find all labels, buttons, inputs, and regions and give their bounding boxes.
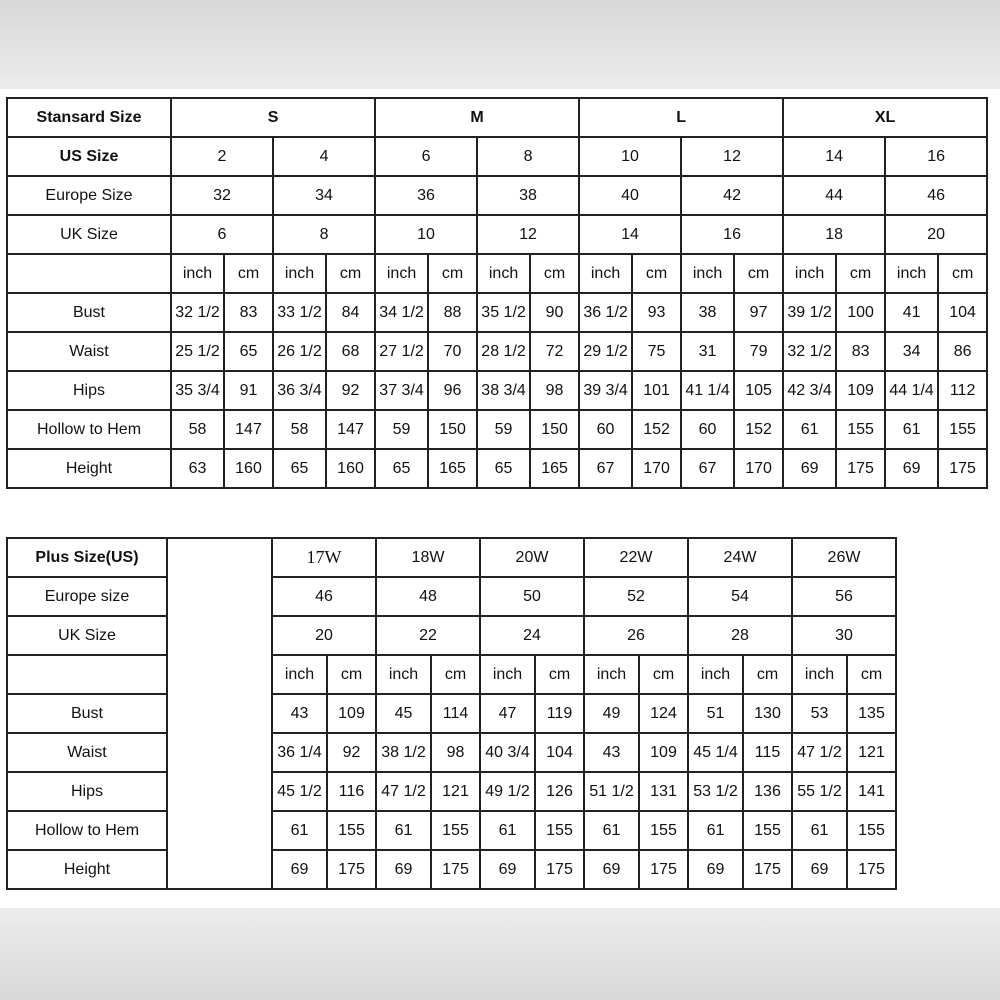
measurement-value: 69 — [783, 449, 836, 488]
measurement-value: 97 — [734, 293, 783, 332]
plus-measurement-value: 38 1/2 — [376, 733, 431, 772]
measurement-value: 175 — [938, 449, 987, 488]
plus-measurement-value: 119 — [535, 694, 584, 733]
measurement-value: 147 — [326, 410, 375, 449]
plus-measurement-value: 109 — [327, 694, 376, 733]
unit-inch-label: inch — [783, 254, 836, 293]
plus-measurement-value: 175 — [431, 850, 480, 889]
measurement-value: 70 — [428, 332, 477, 371]
plus-measurement-value: 136 — [743, 772, 792, 811]
standard-size-table — [6, 97, 988, 489]
uk-size-cell: 6 — [171, 215, 273, 254]
plus-measurement-value: 49 — [584, 694, 639, 733]
measurement-value: 91 — [224, 371, 273, 410]
uk-size-cell: 10 — [375, 215, 477, 254]
measurement-value: 58 — [171, 410, 224, 449]
measurement-value: 175 — [836, 449, 885, 488]
plus-corner-label: Plus Size(US) — [7, 538, 167, 577]
us-size-cell: 2 — [171, 137, 273, 176]
unit-cm-label: cm — [428, 254, 477, 293]
plus-unit-inch-label: inch — [376, 655, 431, 694]
uk-size-cell: 18 — [783, 215, 885, 254]
size-group-m: M — [375, 98, 579, 137]
measurement-value: 83 — [224, 293, 273, 332]
plus-measurement-value: 121 — [431, 772, 480, 811]
unit-cm-label: cm — [224, 254, 273, 293]
plus-measurement-value: 40 3/4 — [480, 733, 535, 772]
plus-blank-column — [167, 538, 272, 889]
size-group-xl: XL — [783, 98, 987, 137]
measurement-value: 60 — [681, 410, 734, 449]
plus-measurement-value: 61 — [688, 811, 743, 850]
unit-inch-label: inch — [273, 254, 326, 293]
measurement-value: 88 — [428, 293, 477, 332]
plus-unit-cm-label: cm — [639, 655, 688, 694]
plus-measurement-value: 69 — [688, 850, 743, 889]
plus-measurement-value: 175 — [847, 850, 896, 889]
measurement-value: 25 1/2 — [171, 332, 224, 371]
unit-cm-label: cm — [836, 254, 885, 293]
measurement-value: 39 1/2 — [783, 293, 836, 332]
measurement-value: 34 — [885, 332, 938, 371]
plus-measurement-value: 53 — [792, 694, 847, 733]
plus-measurement-value: 141 — [847, 772, 896, 811]
measurement-value: 32 1/2 — [171, 293, 224, 332]
uk-size-label: UK Size — [7, 215, 171, 254]
plus-unit-inch-label: inch — [688, 655, 743, 694]
measurement-value: 90 — [530, 293, 579, 332]
plus-measurement-value: 115 — [743, 733, 792, 772]
unit-inch-label: inch — [885, 254, 938, 293]
plus-measurement-value: 61 — [584, 811, 639, 850]
plus-measurement-value: 45 — [376, 694, 431, 733]
plus-europe-size-label: Europe size — [7, 577, 167, 616]
corner-label: Stansard Size — [7, 98, 171, 137]
measurement-value: 61 — [783, 410, 836, 449]
measurement-value: 36 1/2 — [579, 293, 632, 332]
plus-unit-cm-label: cm — [847, 655, 896, 694]
europe-size-cell: 44 — [783, 176, 885, 215]
measurement-value: 39 3/4 — [579, 371, 632, 410]
plus-europe-size-cell: 54 — [688, 577, 792, 616]
plus-measurement-value: 51 — [688, 694, 743, 733]
plus-us-size-cell: 17W — [272, 538, 376, 577]
us-size-cell: 8 — [477, 137, 579, 176]
plus-uk-size-cell: 30 — [792, 616, 896, 655]
uk-size-cell: 20 — [885, 215, 987, 254]
plus-measurement-value: 155 — [847, 811, 896, 850]
europe-size-cell: 36 — [375, 176, 477, 215]
unit-cm-label: cm — [938, 254, 987, 293]
plus-unit-cm-label: cm — [743, 655, 792, 694]
plus-measurement-value: 69 — [584, 850, 639, 889]
measurement-value: 42 3/4 — [783, 371, 836, 410]
us-size-cell: 12 — [681, 137, 783, 176]
plus-measurement-value: 69 — [792, 850, 847, 889]
plus-measurement-value: 175 — [743, 850, 792, 889]
measurement-value: 28 1/2 — [477, 332, 530, 371]
europe-size-cell: 38 — [477, 176, 579, 215]
plus-uk-size-label: UK Size — [7, 616, 167, 655]
measurement-value: 79 — [734, 332, 783, 371]
measurement-value: 38 3/4 — [477, 371, 530, 410]
unit-cm-label: cm — [326, 254, 375, 293]
measurement-value: 41 — [885, 293, 938, 332]
measurement-value: 35 1/2 — [477, 293, 530, 332]
size-chart-sheet — [0, 89, 1000, 908]
measurement-value: 65 — [273, 449, 326, 488]
plus-measurement-value: 116 — [327, 772, 376, 811]
measurement-value: 65 — [375, 449, 428, 488]
plus-measurement-label: Hips — [7, 772, 167, 811]
measurement-value: 147 — [224, 410, 273, 449]
plus-measurement-value: 69 — [272, 850, 327, 889]
plus-measurement-value: 61 — [272, 811, 327, 850]
unit-inch-label: inch — [477, 254, 530, 293]
measurement-value: 152 — [734, 410, 783, 449]
measurement-value: 152 — [632, 410, 681, 449]
plus-measurement-value: 109 — [639, 733, 688, 772]
plus-measurement-value: 61 — [480, 811, 535, 850]
unit-inch-label: inch — [171, 254, 224, 293]
plus-unit-cm-label: cm — [431, 655, 480, 694]
size-group-s: S — [171, 98, 375, 137]
measurement-value: 36 3/4 — [273, 371, 326, 410]
measurement-value: 34 1/2 — [375, 293, 428, 332]
us-size-label: US Size — [7, 137, 171, 176]
plus-europe-size-cell: 48 — [376, 577, 480, 616]
plus-measurement-value: 155 — [431, 811, 480, 850]
measurement-value: 165 — [530, 449, 579, 488]
plus-us-size-cell: 26W — [792, 538, 896, 577]
plus-measurement-value: 36 1/4 — [272, 733, 327, 772]
plus-measurement-value: 155 — [327, 811, 376, 850]
plus-measurement-value: 47 1/2 — [792, 733, 847, 772]
uk-size-cell: 16 — [681, 215, 783, 254]
unit-cm-label: cm — [734, 254, 783, 293]
plus-us-size-cell: 18W — [376, 538, 480, 577]
measurement-value: 27 1/2 — [375, 332, 428, 371]
measurement-value: 67 — [579, 449, 632, 488]
plus-measurement-value: 135 — [847, 694, 896, 733]
plus-measurement-value: 175 — [535, 850, 584, 889]
measurement-value: 86 — [938, 332, 987, 371]
plus-uk-size-cell: 28 — [688, 616, 792, 655]
measurement-value: 59 — [375, 410, 428, 449]
us-size-cell: 14 — [783, 137, 885, 176]
plus-measurement-value: 98 — [431, 733, 480, 772]
measurement-value: 65 — [224, 332, 273, 371]
plus-unit-cm-label: cm — [535, 655, 584, 694]
measurement-label: Hollow to Hem — [7, 410, 171, 449]
measurement-value: 63 — [171, 449, 224, 488]
plus-europe-size-cell: 52 — [584, 577, 688, 616]
us-size-cell: 6 — [375, 137, 477, 176]
plus-measurement-value: 55 1/2 — [792, 772, 847, 811]
measurement-value: 96 — [428, 371, 477, 410]
unit-inch-label: inch — [375, 254, 428, 293]
measurement-value: 160 — [326, 449, 375, 488]
plus-measurement-value: 155 — [743, 811, 792, 850]
measurement-value: 31 — [681, 332, 734, 371]
plus-measurement-value: 49 1/2 — [480, 772, 535, 811]
measurement-value: 170 — [734, 449, 783, 488]
measurement-value: 150 — [530, 410, 579, 449]
measurement-value: 160 — [224, 449, 273, 488]
plus-measurement-value: 155 — [639, 811, 688, 850]
plus-europe-size-cell: 56 — [792, 577, 896, 616]
plus-measurement-value: 43 — [272, 694, 327, 733]
measurement-label: Height — [7, 449, 171, 488]
measurement-value: 37 3/4 — [375, 371, 428, 410]
unit-cm-label: cm — [530, 254, 579, 293]
measurement-value: 32 1/2 — [783, 332, 836, 371]
measurement-value: 101 — [632, 371, 681, 410]
plus-measurement-value: 45 1/4 — [688, 733, 743, 772]
measurement-value: 170 — [632, 449, 681, 488]
europe-size-cell: 46 — [885, 176, 987, 215]
plus-measurement-value: 61 — [792, 811, 847, 850]
plus-measurement-value: 104 — [535, 733, 584, 772]
measurement-label: Hips — [7, 371, 171, 410]
plus-measurement-value: 45 1/2 — [272, 772, 327, 811]
plus-europe-size-cell: 46 — [272, 577, 376, 616]
plus-measurement-value: 155 — [535, 811, 584, 850]
measurement-value: 69 — [885, 449, 938, 488]
uk-size-cell: 8 — [273, 215, 375, 254]
measurement-value: 105 — [734, 371, 783, 410]
plus-measurement-value: 47 1/2 — [376, 772, 431, 811]
plus-unit-inch-label: inch — [480, 655, 535, 694]
measurement-value: 60 — [579, 410, 632, 449]
measurement-value: 104 — [938, 293, 987, 332]
plus-unit-inch-label: inch — [792, 655, 847, 694]
plus-measurement-value: 121 — [847, 733, 896, 772]
plus-us-size-cell: 20W — [480, 538, 584, 577]
measurement-value: 75 — [632, 332, 681, 371]
measurement-value: 44 1/4 — [885, 371, 938, 410]
plus-size-table — [6, 537, 897, 890]
measurement-value: 67 — [681, 449, 734, 488]
plus-measurement-value: 131 — [639, 772, 688, 811]
plus-uk-size-cell: 26 — [584, 616, 688, 655]
measurement-value: 41 1/4 — [681, 371, 734, 410]
measurement-value: 72 — [530, 332, 579, 371]
europe-size-cell: 34 — [273, 176, 375, 215]
europe-size-cell: 42 — [681, 176, 783, 215]
plus-measurement-value: 124 — [639, 694, 688, 733]
unit-row-blank — [7, 254, 171, 293]
measurement-value: 29 1/2 — [579, 332, 632, 371]
unit-inch-label: inch — [681, 254, 734, 293]
measurement-value: 109 — [836, 371, 885, 410]
plus-measurement-label: Hollow to Hem — [7, 811, 167, 850]
measurement-value: 92 — [326, 371, 375, 410]
measurement-value: 150 — [428, 410, 477, 449]
plus-measurement-label: Height — [7, 850, 167, 889]
europe-size-label: Europe Size — [7, 176, 171, 215]
plus-measurement-value: 61 — [376, 811, 431, 850]
measurement-value: 38 — [681, 293, 734, 332]
plus-unit-cm-label: cm — [327, 655, 376, 694]
us-size-cell: 10 — [579, 137, 681, 176]
measurement-label: Waist — [7, 332, 171, 371]
plus-unit-row-blank — [7, 655, 167, 694]
measurement-value: 33 1/2 — [273, 293, 326, 332]
plus-measurement-value: 114 — [431, 694, 480, 733]
measurement-value: 112 — [938, 371, 987, 410]
plus-unit-inch-label: inch — [272, 655, 327, 694]
plus-measurement-value: 53 1/2 — [688, 772, 743, 811]
measurement-value: 84 — [326, 293, 375, 332]
plus-measurement-value: 69 — [480, 850, 535, 889]
measurement-value: 155 — [938, 410, 987, 449]
measurement-value: 93 — [632, 293, 681, 332]
plus-europe-size-cell: 50 — [480, 577, 584, 616]
plus-measurement-value: 92 — [327, 733, 376, 772]
measurement-value: 98 — [530, 371, 579, 410]
size-group-l: L — [579, 98, 783, 137]
plus-measurement-value: 43 — [584, 733, 639, 772]
plus-measurement-value: 175 — [327, 850, 376, 889]
us-size-cell: 16 — [885, 137, 987, 176]
plus-measurement-label: Waist — [7, 733, 167, 772]
measurement-value: 100 — [836, 293, 885, 332]
plus-uk-size-cell: 24 — [480, 616, 584, 655]
measurement-value: 68 — [326, 332, 375, 371]
plus-measurement-value: 51 1/2 — [584, 772, 639, 811]
plus-us-size-cell: 24W — [688, 538, 792, 577]
unit-cm-label: cm — [632, 254, 681, 293]
plus-measurement-value: 175 — [639, 850, 688, 889]
measurement-value: 58 — [273, 410, 326, 449]
measurement-value: 83 — [836, 332, 885, 371]
plus-uk-size-cell: 22 — [376, 616, 480, 655]
measurement-value: 35 3/4 — [171, 371, 224, 410]
uk-size-cell: 14 — [579, 215, 681, 254]
unit-inch-label: inch — [579, 254, 632, 293]
plus-measurement-value: 126 — [535, 772, 584, 811]
plus-unit-inch-label: inch — [584, 655, 639, 694]
measurement-value: 61 — [885, 410, 938, 449]
plus-measurement-value: 69 — [376, 850, 431, 889]
plus-us-size-cell: 22W — [584, 538, 688, 577]
plus-measurement-value: 130 — [743, 694, 792, 733]
measurement-label: Bust — [7, 293, 171, 332]
plus-measurement-label: Bust — [7, 694, 167, 733]
measurement-value: 59 — [477, 410, 530, 449]
europe-size-cell: 32 — [171, 176, 273, 215]
us-size-cell: 4 — [273, 137, 375, 176]
measurement-value: 65 — [477, 449, 530, 488]
measurement-value: 26 1/2 — [273, 332, 326, 371]
measurement-value: 155 — [836, 410, 885, 449]
plus-measurement-value: 47 — [480, 694, 535, 733]
uk-size-cell: 12 — [477, 215, 579, 254]
measurement-value: 165 — [428, 449, 477, 488]
plus-uk-size-cell: 20 — [272, 616, 376, 655]
europe-size-cell: 40 — [579, 176, 681, 215]
